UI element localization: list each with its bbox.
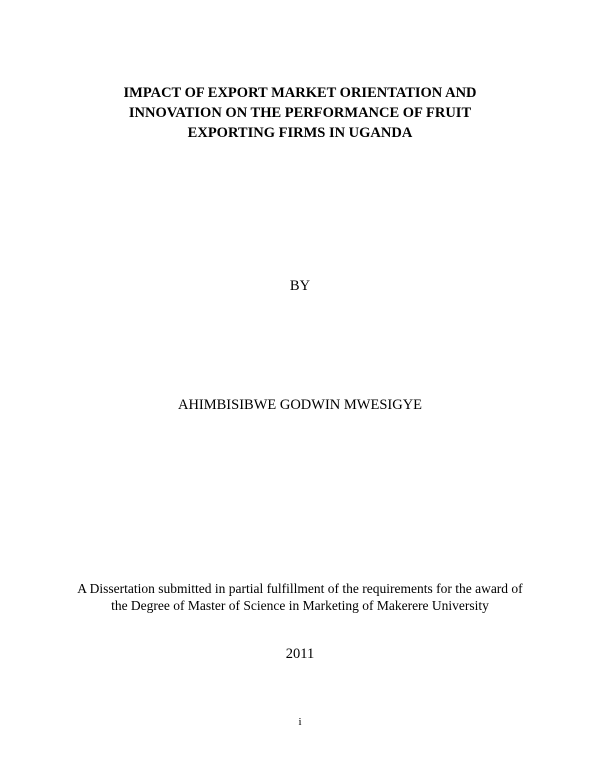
thesis-title-line-2: INNOVATION ON THE PERFORMANCE OF FRUIT xyxy=(128,105,472,121)
submission-statement xyxy=(40,580,560,614)
submission-statement-line-1: A Dissertation submitted in partial fulfillment of the requirements for the award of xyxy=(77,581,523,596)
thesis-title xyxy=(60,83,540,143)
page-number: i xyxy=(298,716,302,728)
thesis-title-line-1: IMPACT OF EXPORT MARKET ORIENTATION AND xyxy=(123,85,477,101)
submission-year: 2011 xyxy=(285,646,315,662)
thesis-title-line-3: EXPORTING FIRMS IN UGANDA xyxy=(187,125,413,141)
by-label: BY xyxy=(289,278,311,294)
author-name: AHIMBISIBWE GODWIN MWESIGYE xyxy=(177,397,423,413)
submission-statement-line-2: the Degree of Master of Science in Marketing of Makerere University xyxy=(111,598,489,613)
